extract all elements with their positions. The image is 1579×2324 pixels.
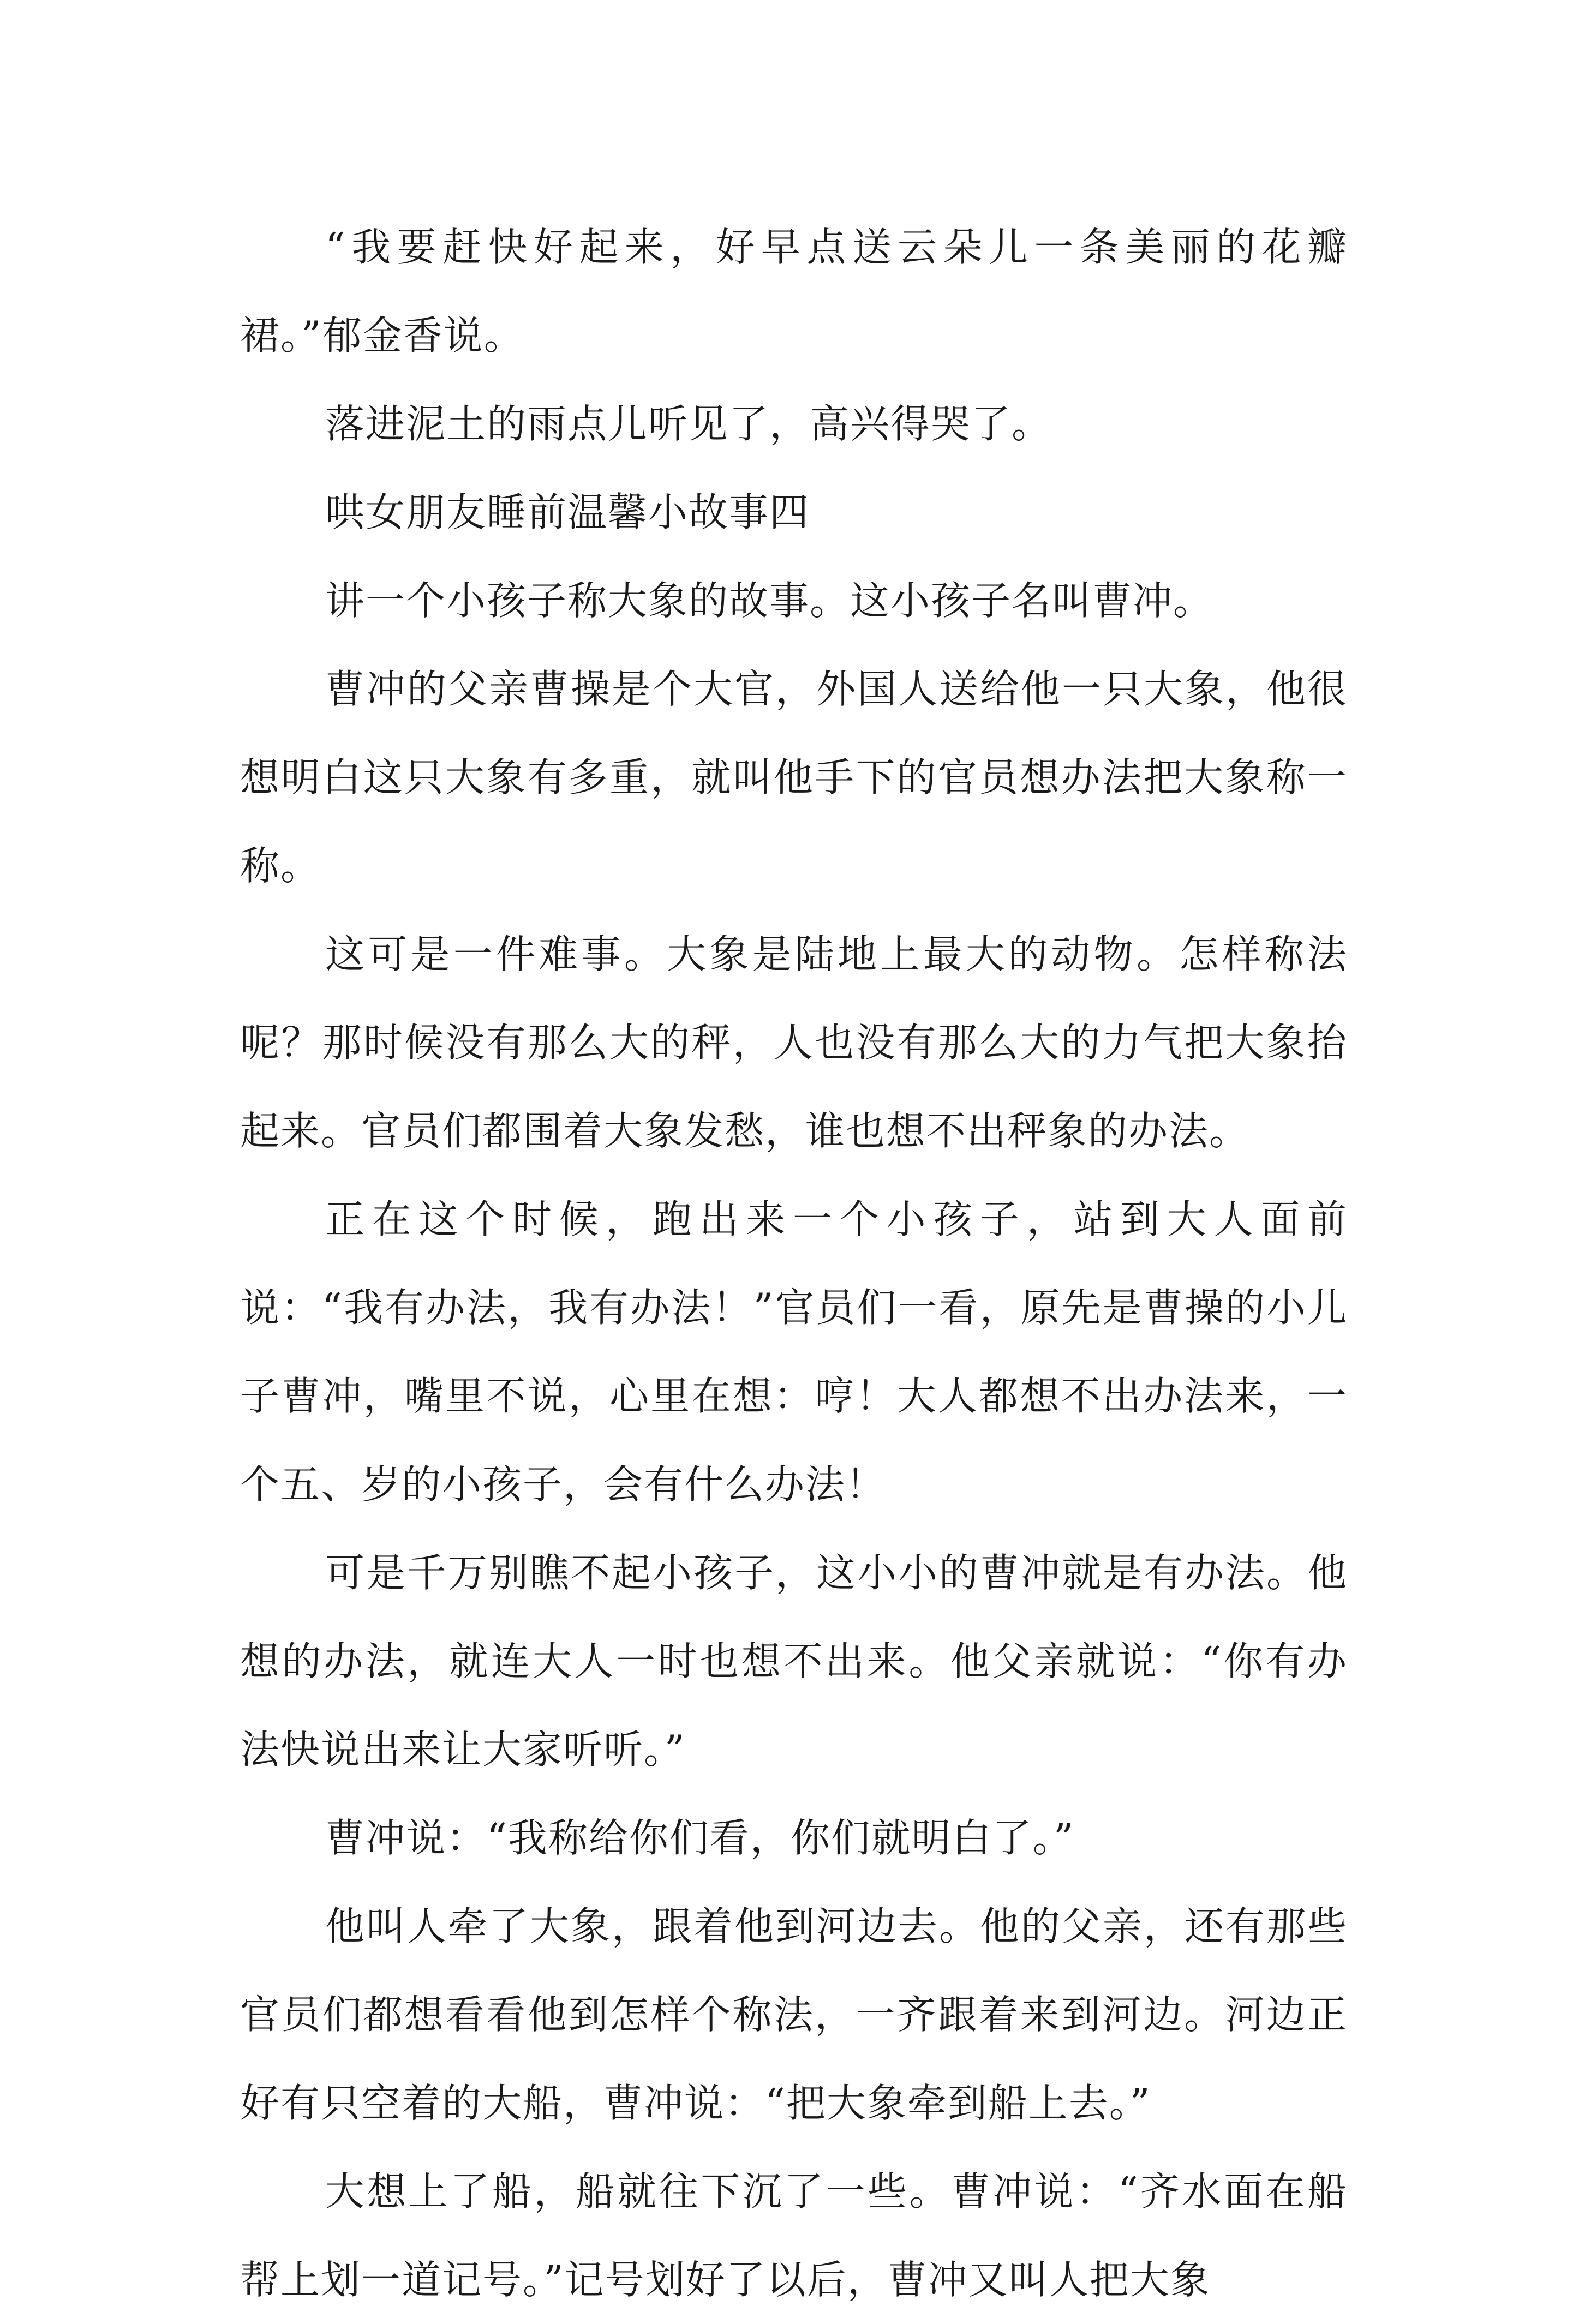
paragraph-intro: 讲一个小孩子称大象的故事。这小孩子名叫曹冲。 [325,578,1214,624]
paragraph-difficulty: 这可是一件难事。大象是陆地上最大的动物。怎样称法呢？那时候没有那么大的秤，人也没有那么大的力气把大象抬起来。官员们都围着大象发愁，谁也想不出秤象的办法。 [240,931,1348,1154]
paragraph-cao-chong-says: 曹冲说：“我称给你们看，你们就明白了。” [325,1815,1075,1861]
story-heading: 哄女朋友睡前温馨小故事四 [325,489,810,535]
paragraph-river: 他叫人牵了大象，跟着他到河边去。他的父亲，还有那些官员们都想看看他到怎样个称法，一齐跟着来到河边。河边正好有只空着的大船，曹冲说：“把大象牵到船上去。” [240,1903,1348,2126]
story-text [240,203,1348,2324]
paragraph-boat-mark: 大想上了船，船就往下沉了一些。曹冲说：“齐水面在船帮上划一道记号。”记号划好了以后，曹冲又叫人把大象 [240,2169,1348,2303]
paragraph-cao-chong-appears: 正在这个时候，跑出来一个小孩子，站到大人面前说：“我有办法，我有办法！”官员们一看，原先是曹操的小儿子曹冲，嘴里不说，心里在想：哼！大人都想不出办法来，一个五、岁的小孩子，会有什么办法！ [240,1196,1348,1507]
paragraph-tulip-quote: “我要赶快好起来，好早点送云朵儿一条美丽的花瓣裙。”郁金香说。 [240,224,1348,358]
paragraph-dont-underestimate: 可是千万别瞧不起小孩子，这小小的曹冲就是有办法。他想的办法，就连大人一时也想不出来。他父亲就说：“你有办法快说出来让大家听听。” [240,1550,1348,1772]
paragraph-cao-cao: 曹冲的父亲曹操是个大官，外国人送给他一只大象，他很想明白这只大象有多重，就叫他手下的官员想办法把大象称一称。 [240,666,1348,889]
paragraph-raindrop: 落进泥土的雨点儿听见了，高兴得哭了。 [325,401,1052,447]
